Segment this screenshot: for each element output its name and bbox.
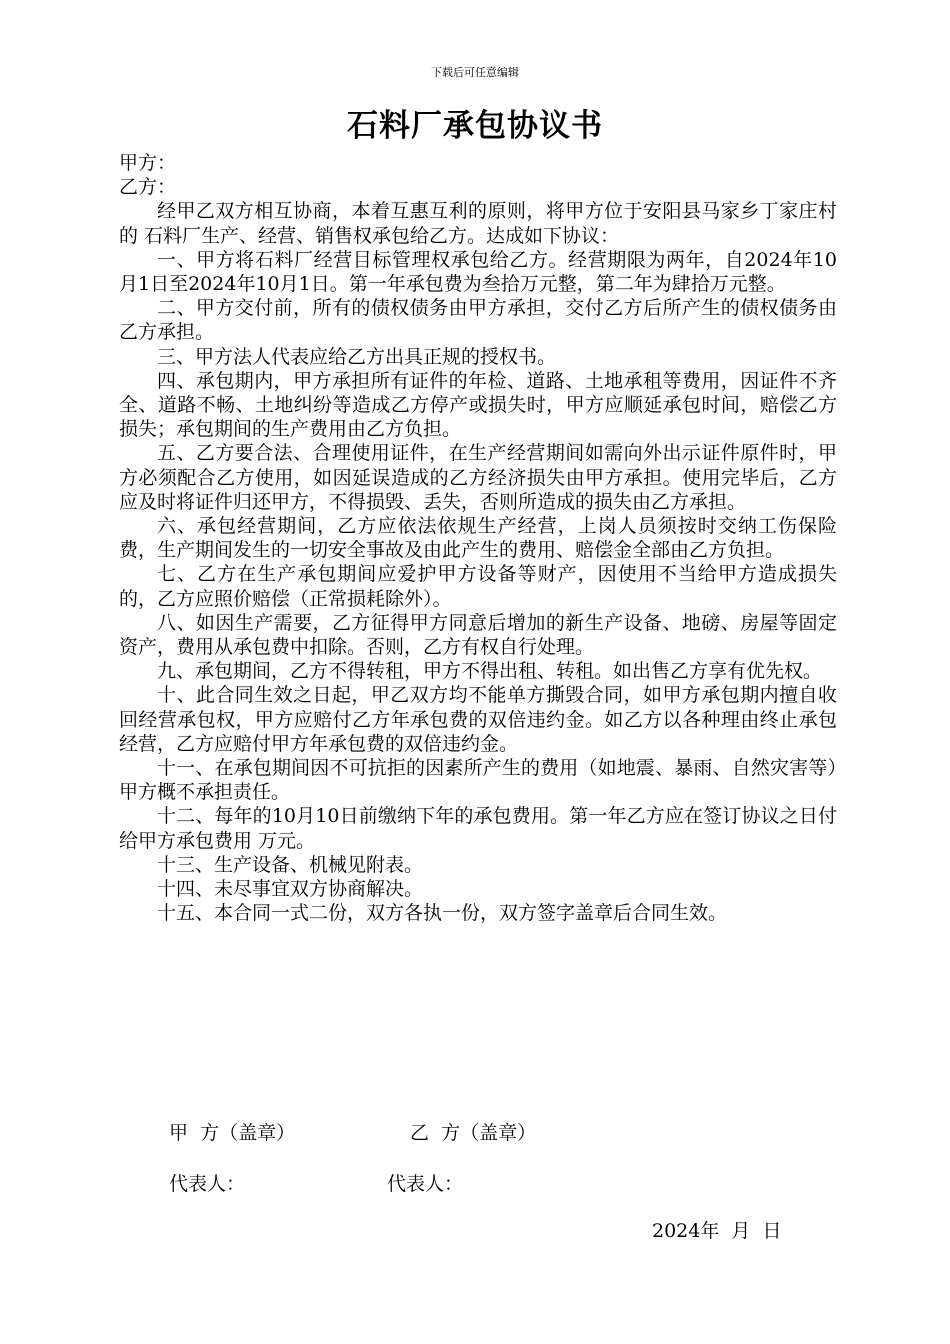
header-note: 下载后可任意编辑 xyxy=(431,66,519,79)
clause-13: 十三、生产设备、机械见附表。 xyxy=(157,853,424,876)
contract-preamble: 经甲乙双方相互协商，本着互惠互利的原则，将甲方位于安阳县马家乡丁家庄村的 石料厂生产、经营、销售权承包给乙方。达成如下协议： xyxy=(119,200,837,247)
clause-3: 三、甲方法人代表应给乙方出具正规的授权书。 xyxy=(157,345,557,368)
document-title: 石料厂承包协议书 xyxy=(347,108,603,144)
signing-date: 2024年 月 日 xyxy=(652,1220,782,1242)
contract-body xyxy=(119,151,837,926)
clause-7: 七、乙方在生产承包期间应爱护甲方设备等财产，因使用不当给甲方造成损失的，乙方应照价赔偿（正常损耗除外）。 xyxy=(119,563,837,610)
clause-4: 四、承包期内，甲方承担所有证件的年检、道路、土地承租等费用，因证件不齐全、道路不畅、土地纠纷等造成乙方停产或损失时，甲方应顺延承包时间，赔偿乙方损失；承包期间的生产费用由乙方负担。 xyxy=(119,369,837,441)
clause-8: 八、如因生产需要，乙方征得甲方同意后增加的新生产设备、地磅、房屋等固定资产，费用从承包费中扣除。否则，乙方有权自行处理。 xyxy=(119,611,837,659)
clause-14: 十四、未尽事宜双方协商解决。 xyxy=(157,878,424,901)
party-a-representative-label: 代表人： xyxy=(169,1173,246,1195)
clause-6: 六、承包经营期间，乙方应依法依规生产经营，上岗人员须按时交纳工伤保险费，生产期间发生的一切安全事故及由此产生的费用、赔偿金全部由乙方负担。 xyxy=(119,515,837,562)
clause-5: 五、乙方要合法、合理使用证件，在生产经营期间如需向外出示证件原件时，甲方必须配合乙方使用，如因延误造成的乙方经济损失由甲方承担。使用完毕后，乙方应及时将证件归还甲方，不得损毁、丢失，否则所造成的损失由乙方承担。 xyxy=(119,442,837,513)
clause-15: 十五、本合同一式二份，双方各执一份，双方签字盖章后合同生效。 xyxy=(157,902,728,925)
party-b-stamp-label: 乙 方（盖章） xyxy=(410,1122,537,1144)
clause-1: 一、甲方将石料厂经营目标管理权承包给乙方。经营期限为两年，自2024年10月1日至2024年10月1日。第一年承包费为叁拾万元整，第二年为肆拾万元整。 xyxy=(119,248,837,296)
party-b-label: 乙方： xyxy=(119,176,177,199)
clause-11: 十一、在承包期间因不可抗拒的因素所产生的费用（如地震、暴雨、自然灾害等）甲方概不承担责任。 xyxy=(119,757,837,804)
clause-12: 十二、每年的10月10日前缴纳下年的承包费用。第一年乙方应在签订协议之日付给甲方承包费用 万元。 xyxy=(119,805,837,852)
clause-2: 二、甲方交付前，所有的债权债务由甲方承担，交付乙方后所产生的债权债务由乙方承担。 xyxy=(119,297,837,344)
party-a-stamp-label: 甲 方（盖章） xyxy=(169,1122,296,1144)
party-a-label: 甲方： xyxy=(119,152,177,174)
party-b-representative-label: 代表人： xyxy=(387,1173,464,1195)
clause-10: 十、此合同生效之日起，甲乙双方均不能单方撕毁合同，如甲方承包期内擅自收回经营承包权，甲方应赔付乙方年承包费的双倍违约金。如乙方以各种理由终止承包经营，乙方应赔付甲方年承包费的双倍违约金。 xyxy=(119,684,837,755)
clause-9: 九、承包期间，乙方不得转租，甲方不得出租、转租。如出售乙方享有优先权。 xyxy=(157,660,823,683)
